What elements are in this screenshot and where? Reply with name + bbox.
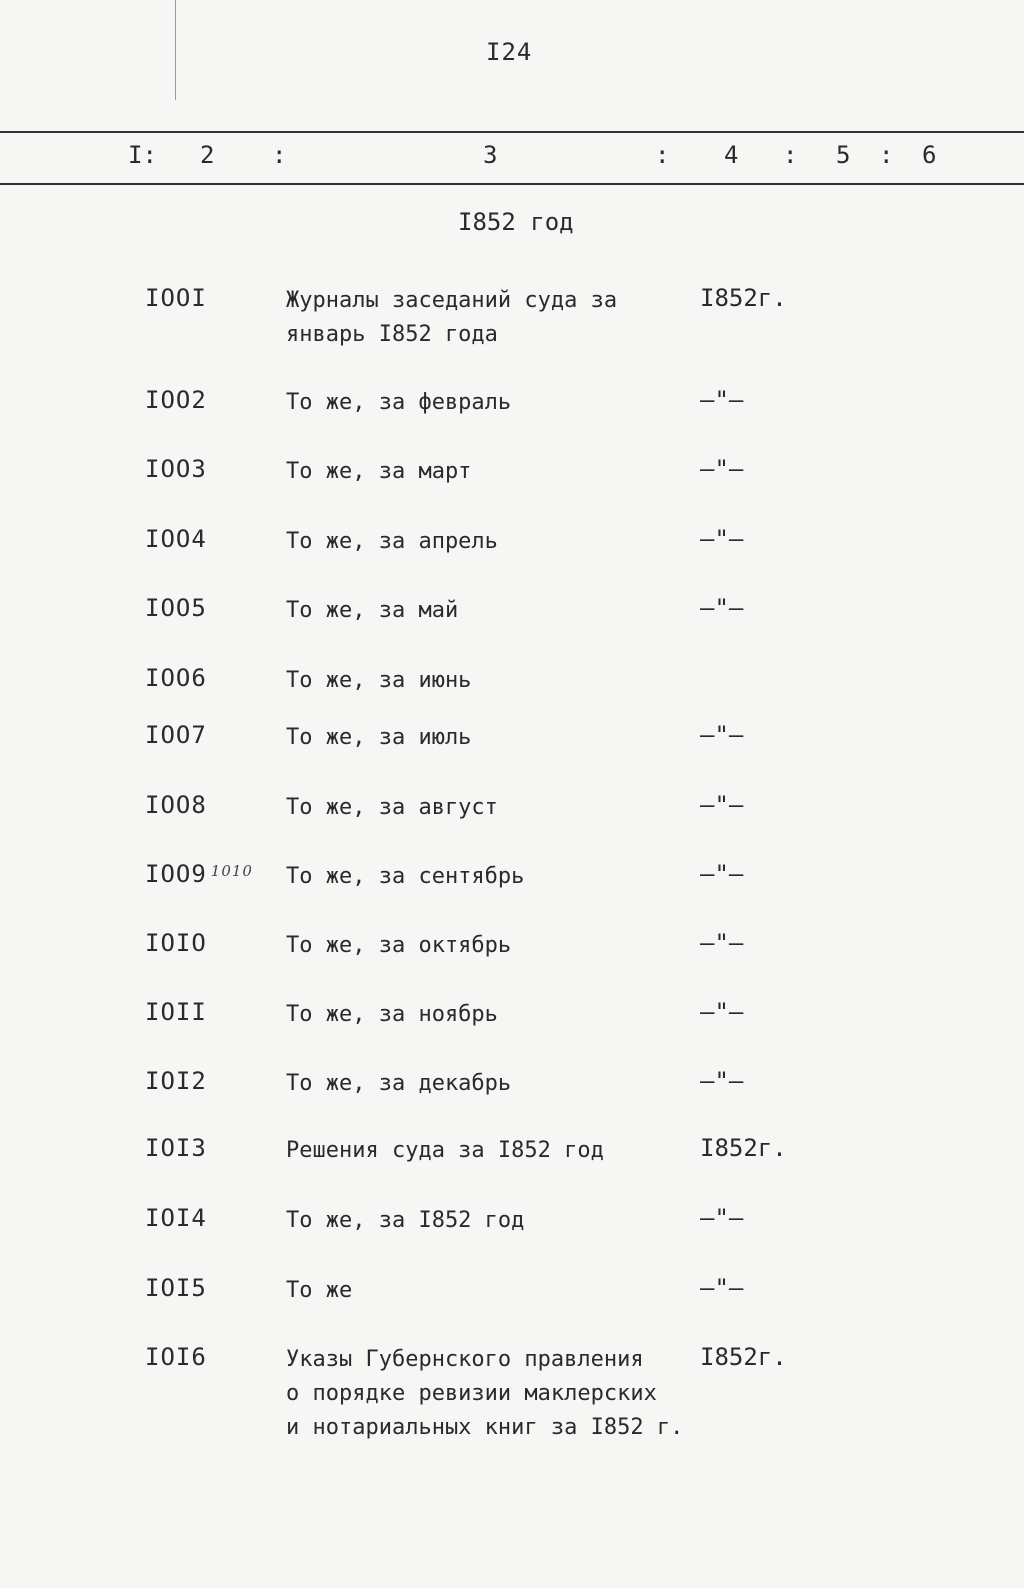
column-header-1: I: [128, 141, 157, 169]
item-description: То же, за март [286, 459, 472, 484]
item-number: IOII [145, 998, 207, 1026]
item-number: IOIO [145, 929, 207, 957]
item-date: –"– [700, 929, 744, 957]
item-number: IOO5 [145, 594, 207, 622]
item-description: То же, за февраль [286, 390, 512, 415]
item-number: IOO2 [145, 386, 207, 414]
header-rule-bottom [0, 183, 1024, 185]
item-description: То же, за июнь [286, 668, 472, 693]
item-date: I852г. [700, 1134, 787, 1162]
item-date: –"– [700, 455, 744, 483]
item-date: –"– [700, 721, 744, 749]
item-number: IOI5 [145, 1274, 207, 1302]
item-number: IOO8 [145, 791, 207, 819]
column-separator: : [879, 141, 894, 169]
column-header-4: 4 [724, 141, 739, 169]
column-separator: : [655, 141, 670, 169]
item-number: IOO4 [145, 525, 207, 553]
item-date: I852г. [700, 284, 787, 312]
section-year-heading: I852 год [458, 208, 574, 236]
item-number: IOO9 $^{1010}$ [145, 860, 253, 888]
item-date: –"– [700, 998, 744, 1026]
item-description: То же, за декабрь [286, 1071, 512, 1096]
item-description: То же, за октябрь [286, 933, 512, 958]
column-header-2: 2 [200, 141, 215, 169]
page-number: I24 [486, 38, 533, 66]
item-number: IOI3 [145, 1134, 207, 1162]
column-header-5: 5 [836, 141, 851, 169]
item-description: То же, за август [286, 795, 498, 820]
item-number: IOO3 [145, 455, 207, 483]
item-date: –"– [700, 525, 744, 553]
item-date: –"– [700, 594, 744, 622]
item-description: То же, за май [286, 598, 459, 623]
item-description: Решения суда за I852 год [286, 1138, 604, 1163]
item-description: То же, за апрель [286, 529, 498, 554]
item-description: То же, за сентябрь [286, 864, 525, 889]
item-date: –"– [700, 860, 744, 888]
item-number: IOI4 [145, 1204, 207, 1232]
item-description: То же, за I852 год [286, 1208, 525, 1233]
item-description: Указы Губернского правления о порядке ревизии маклерских и нотариальных книг за I852 г. [286, 1347, 684, 1440]
column-header-6: 6 [922, 141, 937, 169]
item-number: IOI2 [145, 1067, 207, 1095]
item-number: IOI6 [145, 1343, 207, 1371]
column-separator: : [783, 141, 798, 169]
column-header-3: 3 [483, 141, 498, 169]
item-number: IOO6 [145, 664, 207, 692]
item-number: IOO7 [145, 721, 207, 749]
item-description: То же, за ноябрь [286, 1002, 498, 1027]
item-date: –"– [700, 1274, 744, 1302]
item-description: То же, за июль [286, 725, 472, 750]
item-description: Журналы заседаний суда за январь I852 года [286, 288, 618, 347]
item-number: IOOI [145, 284, 207, 312]
item-date: –"– [700, 1204, 744, 1232]
column-separator: : [272, 141, 287, 169]
handwritten-note: 1010 [210, 862, 253, 880]
item-date: –"– [700, 1067, 744, 1095]
item-date: –"– [700, 791, 744, 819]
item-date: I852г. [700, 1343, 787, 1371]
header-rule-top [0, 131, 1024, 133]
margin-line [175, 0, 176, 100]
item-date: –"– [700, 386, 744, 414]
item-description: То же [286, 1278, 353, 1303]
